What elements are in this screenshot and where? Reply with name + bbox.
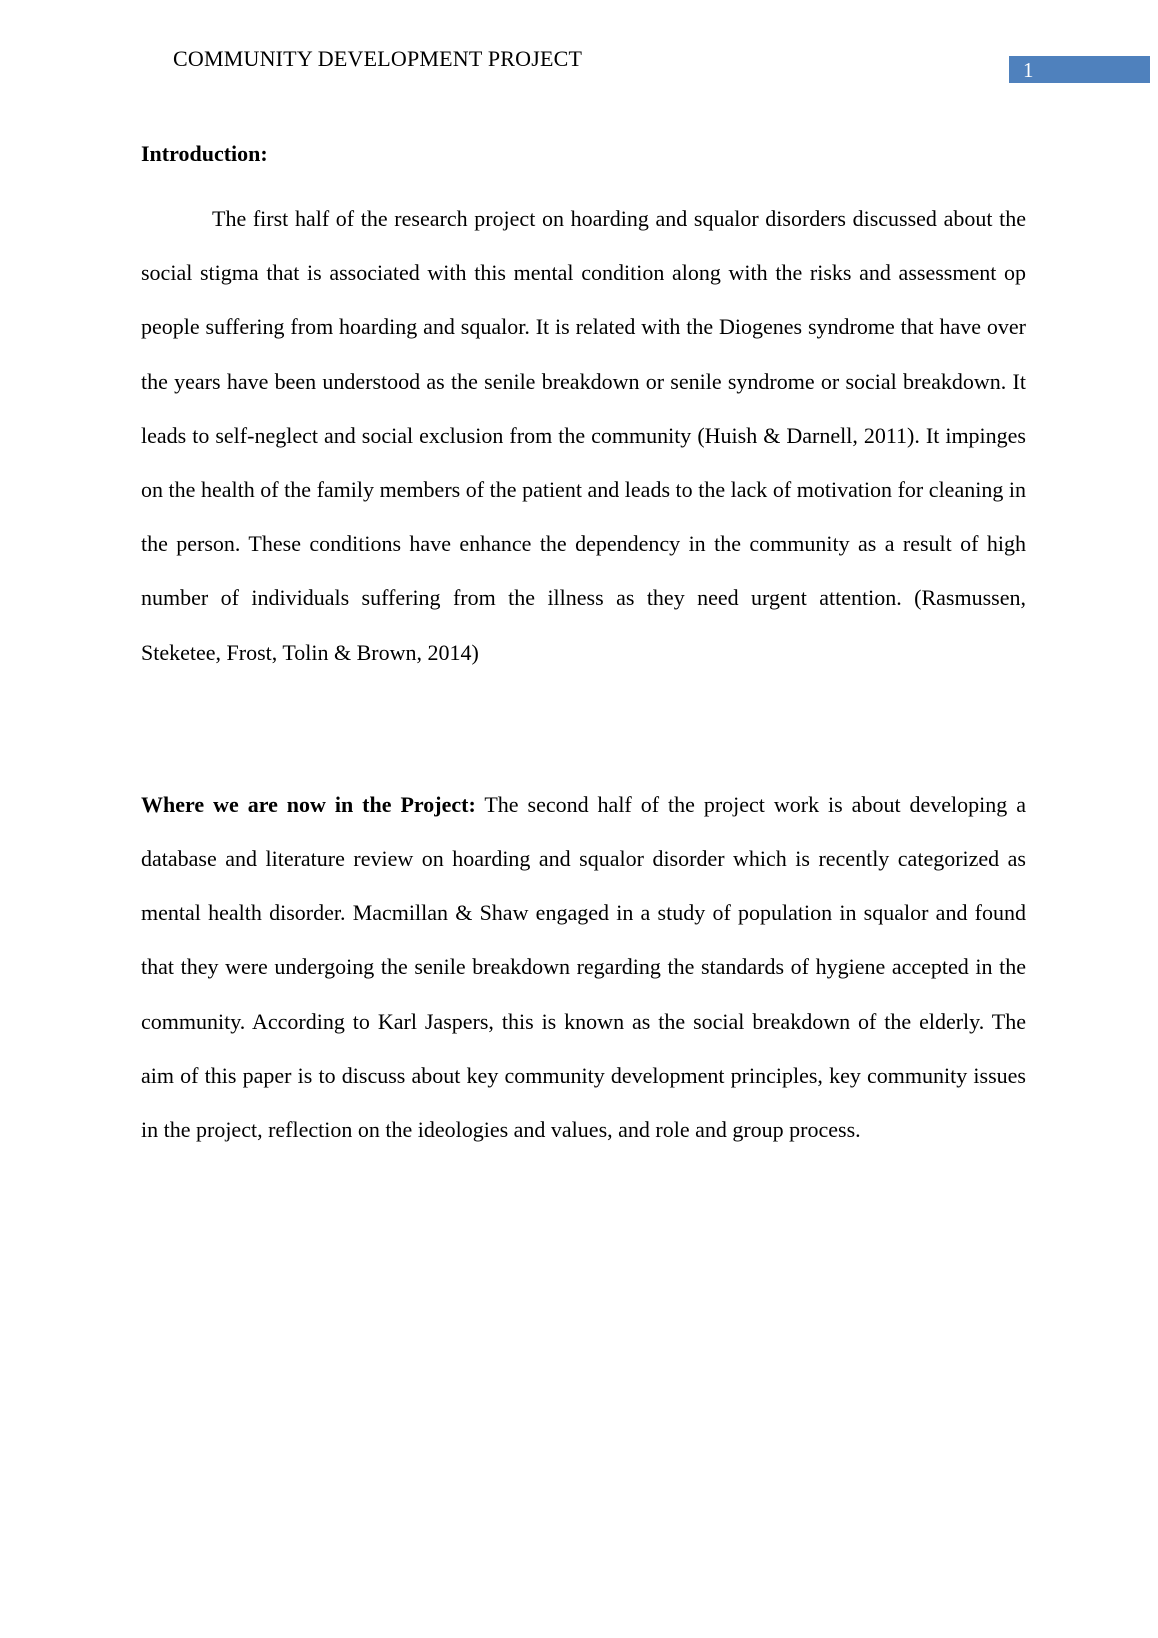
- page-number: 1: [1023, 58, 1034, 82]
- introduction-paragraph: The first half of the research project on hoarding and squalor disorders discussed about the social stigma that is associated with this mental condition along with the risks and assessment op people suffering from hoarding and squalor. It is related with the Diogenes syndrome that have over the years have been understood as the senile breakdown or senile syndrome or social breakdown. It leads to self-neglect and social exclusion from the community (Huish & Darnell, 2011). It impinges on the health of the family members of the patient and leads to the lack of motivation for cleaning in the person. These conditions have enhance the dependency in the community as a result of high number of individuals suffering from the illness as they need urgent attention. (Rasmussen, Steketee, Frost, Tolin & Brown, 2014): [141, 206, 1026, 665]
- running-head: COMMUNITY DEVELOPMENT PROJECT: [173, 46, 583, 71]
- project-status-paragraph: [141, 778, 1026, 1157]
- page-number-badge: [1009, 56, 1150, 83]
- project-status-heading: Where we are now in the Project:: [141, 791, 476, 817]
- introduction-heading: Introduction:: [141, 141, 268, 166]
- document-body: [141, 134, 1026, 1157]
- project-status-text: The second half of the project work is about developing a database and literature review on hoarding and squalor disorder which is recently categorized as mental health disorder. Macmillan & Shaw engaged in a study of population in squalor and found that they were undergoing the senile breakdown regarding the standards of hygiene accepted in the community. According to Karl Jaspers, this is known as the social breakdown of the elderly. The aim of this paper is to discuss about key community development principles, key community issues in the project, reflection on the ideologies and values, and role and group process.: [141, 791, 1026, 1143]
